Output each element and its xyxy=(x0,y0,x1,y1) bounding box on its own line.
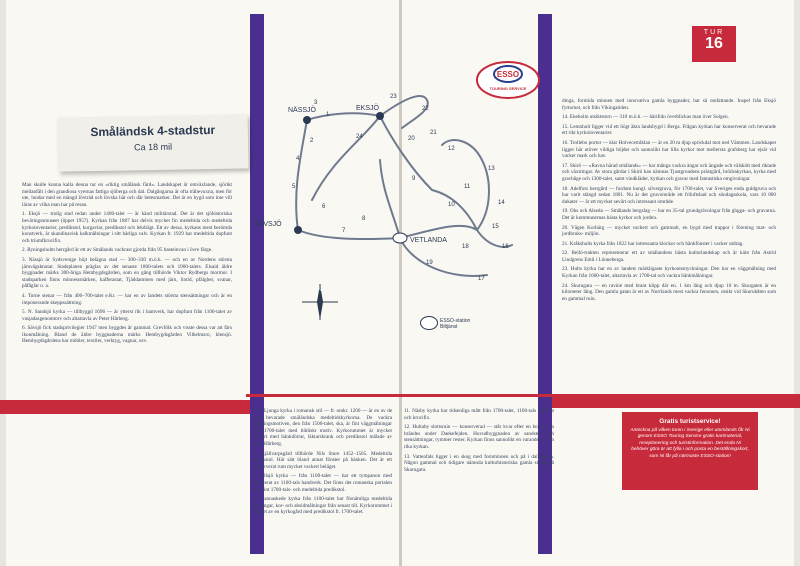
svg-text:13: 13 xyxy=(488,166,495,172)
place-entry: 15. Lemnhult ligger vid ett högt äkta landsbygd i Berga. Frågan kyrkan har konserverat och bevarade ett rikt kyrkoinventarier. xyxy=(562,123,776,137)
touring-text: TOURING SERVICE xyxy=(489,86,527,91)
city-label-eksjo: EKSJÖ xyxy=(356,105,379,112)
road-segment xyxy=(307,113,380,120)
page-title: Småländsk 4-stadstur xyxy=(90,122,216,140)
place-entry: dinga, forntida minnen med innovativa gamla byggnader, har så omfattande. Inspel från Eksjö fyrtornet, och från Vikingatiden. xyxy=(562,98,776,111)
svg-text:19: 19 xyxy=(426,260,433,266)
place-entry: 1. Eksjö — trolig stad redan under 1400-talet — är känd militärstad. Det är det sjöhistoriska beväringssmuseet (öppet 1957). Kyrkan från 1887 har delvis mycket fin medeltida och medeltida kyrkoinventarier, predikstol, korgavlar, predikstol och lekdrägt. Ett av dessa, kyrkans mest berömda konstverk, är skandinavisk kalkmålningar i sitt härliga valv. Kyrkan fr. 1929 har medeltida dopfunt och triumfkrucifix. xyxy=(22,211,232,244)
place-entry: 12. Hultaby slottsruin — konserverad — står kvar efter en borg, som brändes under Daekefejden. Huvudbyggnaden av sandsten och stensättningar, rymmer rester. Kyrkan finns sannolikt en varande av den rika kyrkan. xyxy=(404,424,554,450)
place-entry: 6. Sävsjö fick stadsprivilegier 1947 men byggdes år gammal. Grevfölk och visste dessa var att färs ikonmålning. Bland de äldre byggnaderna märks Hembygdsgården Vilhelmsro, klensjö. Hembygdsgårdens har möbler, textiler, verktyg, vagnar, osv. xyxy=(22,325,232,345)
place-entry: 9. Vallsjö kyrka — från 1100-talet — har ett tympanon med skulpterat av 1100-tals handverk. Det finns det romanska portalen med fint 1700-tals- och medeltida predikstol. xyxy=(252,473,392,493)
place-entry: 10. Lannaskede kyrka från 1100-talet har förnämliga medeltida målningar, kor- och absidmålningar från senast till. Kyrkorummet i beläget av en kyrkogård med predikstol fr. 1700-talet. xyxy=(252,496,392,516)
city-label-vetlanda: VETLANDA xyxy=(410,237,447,244)
place-entry: 5. N. Sandsjö kyrka — tillbyggd 1696 — är ytterst rik i hantverk, har dopfunt från 1100-talet av vasjadasgenomtorv och altartavla av Peter Hårberg. xyxy=(22,309,232,322)
road-segment xyxy=(432,190,477,230)
svg-text:15: 15 xyxy=(492,224,499,230)
svg-text:4: 4 xyxy=(296,156,300,162)
service-body: Anteckna på vilken turen i Sverige eller utomlands får Ni genom ESSO Touring Service gratis kartmaterial, reseplanering och turistinformation. Det enda Ni behöver göra är att fylla i och posta en beställningskort, som Ni får på närmaste ESSO-station! xyxy=(630,428,750,459)
page-subtitle: Ca 18 mil xyxy=(133,141,173,153)
tour-badge xyxy=(692,26,736,62)
esso-station-vetlanda xyxy=(393,233,407,243)
place-entry: 2. Ryningsholm herrgård är ett av Smålands vackrast gjorda från 95 basteinvan i övre färge. xyxy=(22,247,213,254)
place-entry: 18. Adelfors herrgård — fordom kungl. silvergruva, för 1700-talet, var Sveriges enda guldgruva och har varit stängd sedan 1801. Nu är det gruvområde ett friluftsbad och söndagsskola, vars 10 800 dukater — är ett mycket sevärt och intressant område. xyxy=(562,185,776,205)
svg-text:8: 8 xyxy=(362,216,366,222)
place-entry: 22. Bellö-trakten representerar ett av smålandens bästa kulturlandskap och är känt från Astrid Lindgrens Emil i Lönneberga. xyxy=(562,250,776,263)
esso-text: ESSO xyxy=(496,70,520,79)
red-band-mid xyxy=(246,394,552,397)
legend-esso-icon xyxy=(420,316,438,330)
svg-text:2: 2 xyxy=(310,138,314,144)
legend-sublabel: Biltjänst xyxy=(440,324,458,330)
svg-text:9: 9 xyxy=(412,176,416,182)
svg-text:5: 5 xyxy=(292,184,296,190)
city-label-nassjo: NÄSSJÖ xyxy=(288,107,317,114)
road-segment xyxy=(380,96,428,128)
svg-text:11: 11 xyxy=(464,184,471,190)
title-card xyxy=(58,114,249,171)
road-segment xyxy=(380,116,432,190)
compass-rose xyxy=(300,282,340,322)
right-column-text xyxy=(562,98,776,398)
svg-text:1: 1 xyxy=(326,112,330,118)
svg-text:22: 22 xyxy=(422,106,429,112)
place-entry: 14. Ekeholm utsiktstorn — 310 m.ö.h. — härifrån överblickas man över Solgen. xyxy=(562,114,729,121)
svg-text:17: 17 xyxy=(478,276,485,282)
place-entry: 16. Trollebo portor — klar Holvecemlklan — är en 20 m djup sprickdal mot ned Vämmen. Landskapet ligger här utöver vildiga höjder och sannolikt har lilla kyrkor mot mellersta grafsberg har ejsär vid vacker mark och hav. xyxy=(562,139,776,160)
svg-text:10: 10 xyxy=(448,202,455,208)
place-entry: 8. Skjällvarpsgård tillhörde Nils Sture 1452–1505. Medeltida predikstol. Här sätt bland annat fönster på bänken. Det är ett konserverat rum mycket vackert beläget. xyxy=(252,450,392,470)
svg-text:7: 7 xyxy=(342,228,346,234)
place-entry: 17. Skirö — »Ravna härad smålands» — har många vackra ängar och ängade och välskött med riktade och växtringar. Av stora gårdar i Skirö kan nämnas Tjustgrundens prästgård, brödrakyrkan, kyrka med gravbåge och 1300-talet, samt vindkläder, kyrkan och gravar med fantastiska omgivningar. xyxy=(562,162,776,182)
intro-paragraph: Man skulle kunna kalla denna tur en »riktig smålänsk färd». Landskapet är omväxlande, sjörikt mellanfält i den grandiosa vyernas fattiga sjöberga och dal. Dalgångarna är ofta träbevuxna, men för ute, lundar med en mängd lövträd och lövska här och där betesmarker. Det är en bygd som inte vill läras av vilka man har på resan. xyxy=(22,182,232,208)
road-segment xyxy=(298,230,400,239)
city-label-savsjo: SÄVSJÖ xyxy=(254,221,282,228)
place-entry: 3. Nässjö är Sydsvenige höjt belägna stad — 300–330 m.ö.h. — och en av Nordens största järnvägsknutar. Stadsplanen präglas av det senaste 1800-talets och 1900-talets. Elsaid äldre byggnader märks 300-åriga Hembygdsgården, som en gång tillhörde Viktor Rydbergs mormor. I stadsparken finns minnessmärken, kafferastat, Tjäddammen med järn, lintid, pfälgber, svanar, påfåglar o. a. xyxy=(22,256,232,290)
place-entry: 19. Ohs och Alseda — Smålands bergslag — har en 35-tal grundgrävningar från ghgga- och gravarna. Det är kommunernas bästa kyrkor och jorden. xyxy=(562,208,776,221)
svg-text:14: 14 xyxy=(498,200,505,206)
left-column-text xyxy=(22,182,232,562)
middle-column-text xyxy=(252,408,392,558)
route-map xyxy=(252,80,542,315)
svg-text:18: 18 xyxy=(462,244,469,250)
map-legend xyxy=(440,318,470,330)
svg-text:20: 20 xyxy=(408,136,415,142)
city-dot-savsjo xyxy=(294,226,302,234)
svg-text:3: 3 xyxy=(314,100,318,106)
road-segment xyxy=(296,120,307,230)
city-dot-nassjo xyxy=(303,116,311,124)
place-entry: 24. Skurugata — en raviné med brant klipp där en. 1 km lång och djup 10 m. Skurgaten är en kilometer lång. Den gamla gatan är ett av Norrlands mest vackra fenomen, utsikt vid Skurubåten som en gammal ruin. xyxy=(562,282,776,302)
road-segment xyxy=(312,116,380,200)
place-entry: 11. Näsby kyrka har tidsenliga mått från 1700-talet, 1100-tals dopfunt och krucifix. xyxy=(404,408,554,421)
svg-text:24: 24 xyxy=(356,134,363,140)
svg-text:N: N xyxy=(318,287,322,293)
svg-text:21: 21 xyxy=(430,130,437,136)
place-entry: 21. Kråkshults kyrka från 1822 har intressanta klockor och bänkfönster i vacker utdrag. xyxy=(562,240,744,247)
place-entry: 23. Hults kyrka har en av landets märkligaste kyrkoutsmyckningar. Den har en väggmålning med Kyrkan från 1600-talet, altartavla av 1700-tal och vackra bänkmålningar. xyxy=(562,266,776,280)
svg-text:16: 16 xyxy=(502,244,509,250)
bottom-middle-text xyxy=(404,408,554,558)
place-entry: 7. N. Ljunga kyrka i romansk stil — fr. omkr. 1200 — är en av de bäst bevarade smäländska medeltidskyrkorna. De vackra vandringsmotiven, den från 1500-talet, ska, är fint väggmålningar från 1700-talet med bibliskt motiv. Kyrkorummet är mycket vackert med bänkdörrar, läktarskrank och predikstol målade av Peter Hårberg. xyxy=(252,408,392,447)
city-dot-eksjo xyxy=(376,112,384,120)
service-heading: Gratis turistservice! xyxy=(659,418,721,425)
place-entry: 4. Torne stenar — från 400–700-talet e.Kr. — har en av landets största stensättningar och är en imponerande skeppssättning. xyxy=(22,292,232,306)
svg-text:12: 12 xyxy=(448,146,455,152)
place-entry: 13. Vattenfals ligger i en skog med fornminnen och på i dalgången. Någon gammal och tidigare nämnda kulturhistoriska gamla stenar på Skurugata. xyxy=(404,453,554,473)
place-entry: 20. Vägen Korbärg — mycket vackert och gammalt, en bygd med trappor i förening mat- och jordbruks- miljön. xyxy=(562,224,776,238)
legend-label: ESSO-station xyxy=(440,318,471,324)
tour-number: 16 xyxy=(705,35,723,52)
svg-text:6: 6 xyxy=(322,204,326,210)
tour-label: TUR xyxy=(703,29,725,36)
svg-text:23: 23 xyxy=(390,94,397,100)
tourist-service-box xyxy=(622,412,758,490)
road-segment xyxy=(380,160,400,238)
